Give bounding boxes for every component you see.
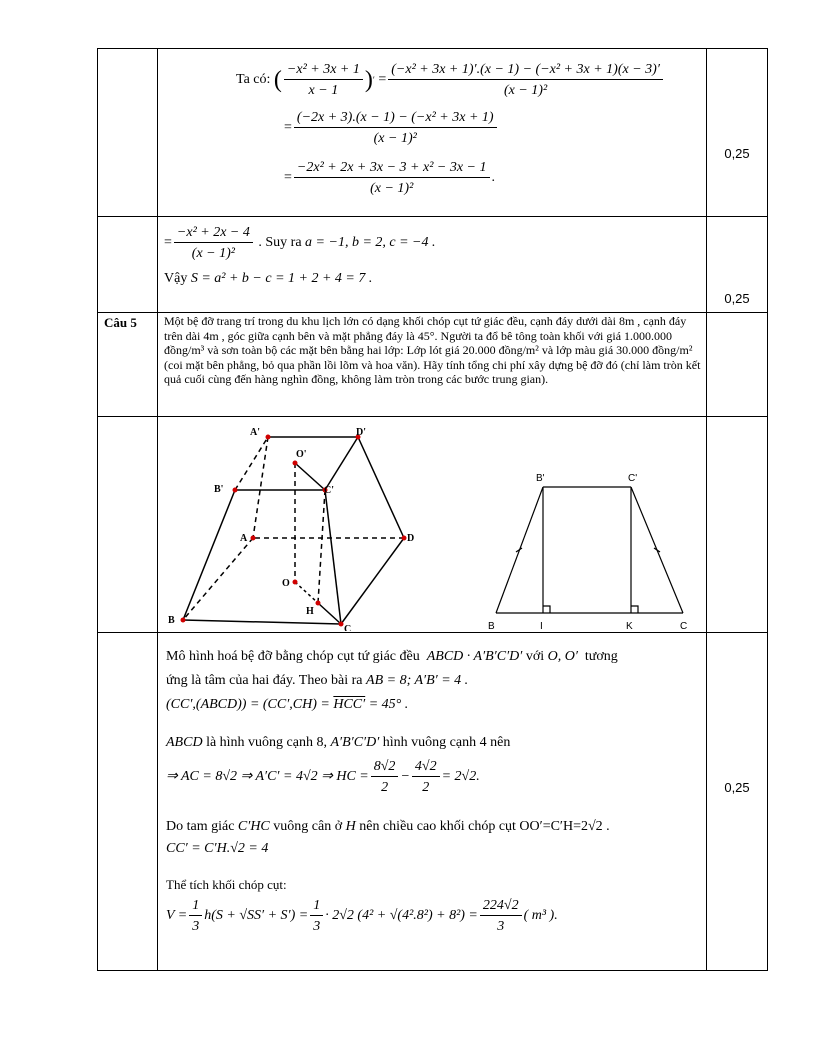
solution-triangle: Do tam giác C′HC vuông cân ở H nên chiều cao khối chóp cụt OO′=C′H=2√2 . <box>166 819 610 834</box>
solution-p1: Mô hình hoá bệ đỡ bằng chóp cụt tứ giác đều ABCD · A′B′C′D′ với O, O′ tương <box>166 649 618 664</box>
solution-table <box>97 48 768 971</box>
solution-ac-line: ⇒ AC = 8√2 ⇒ A′C′ = 4√2 ⇒ HC = $\frac{8√2}{2}$ − $\frac{4√2}{2}$ = 2√2. <box>166 758 480 795</box>
label2d-I: I <box>540 621 543 631</box>
result-line: Vậy S = a² + b − c = 1 + 2 + 4 = 7 . <box>164 271 373 286</box>
frustum-3d <box>183 437 404 624</box>
question-label: Câu 5 <box>98 313 158 417</box>
derivative-line-1: Ta có: ( $\frac{\text{−x² + 3x + 1}}{x - 1}$ ) ′ = $\frac{\text{(−x² + 3x + 1)′.(x − 1) − (−x² + 3x + 1)(x − 3)′}}{\text{(x − 1)²}}$ <box>236 57 706 103</box>
trapezoid-2d <box>496 487 683 613</box>
solution-p2: ứng là tâm của hai đáy. Theo bài ra AB = 8; A′B′ = 4 . <box>166 673 469 688</box>
row4-label-cell <box>98 417 158 633</box>
derivative-line-3: = $\frac{\text{−2x² + 2x + 3x − 3 + x² − 3x − 1}}{\text{(x − 1)²}}$ . <box>284 159 496 196</box>
label-A: A <box>240 533 248 544</box>
row1-score: 0,25 <box>707 49 768 217</box>
solution-angle: (CC′,(ABCD)) = (CC′,CH) = HCC′ = 45° . <box>166 697 409 712</box>
label2d-C-prime: C' <box>628 473 638 484</box>
label2d-B-prime: B' <box>536 473 545 484</box>
frustum-figure <box>158 417 708 631</box>
label-A-prime: A' <box>250 427 260 438</box>
row2-score: 0,25 <box>707 217 768 313</box>
label-O: O <box>282 578 290 589</box>
row3-score-cell <box>707 313 768 417</box>
frustum-labels <box>168 427 414 631</box>
simplified-line: = $\frac{\text{−x² + 2x − 4}}{\text{(x − 1)²}}$ . Suy ra a = −1, b = 2, c = −4 . <box>164 224 436 261</box>
label-D-prime: D' <box>356 427 366 438</box>
label-B-prime: B' <box>214 484 224 495</box>
row1-content <box>158 49 707 217</box>
row4-score-cell <box>707 417 768 633</box>
label-C: C <box>344 624 352 631</box>
label2d-C: C <box>680 621 688 631</box>
label-O-prime: O' <box>296 449 307 460</box>
label-B: B <box>168 615 175 626</box>
derivative-line-2: = $\frac{\text{(−2x + 3).(x − 1) − (−x² + 3x + 1)}}{\text{(x − 1)²}}$ <box>236 103 706 153</box>
solution-cc: CC′ = C′H.√2 = 4 <box>166 841 269 856</box>
label2d-K: K <box>626 621 633 631</box>
question-text: Một bệ đỡ trang trí trong du khu lịch lớn có dạng khối chóp cụt tứ giác đều, cạnh đáy dưới dài 8m , cạnh đáy trên dài 4m , góc giữa cạnh bên và mặt phẳng đáy là 45°. Người ta đổ bê tông toàn khối với giá 1.000.000 đồng/m³ và sơn toàn bộ các mặt bên bằng hai lớp: Lớp lót giá 20.000 đồng/m² và lớp màu giá 30.000 đồng/m² (coi mặt bên phẳng, bỏ qua phần lồi lõm và hoa văn). Hãy tính tổng chi phí xây dựng bệ đỡ đó (chỉ làm tròn kết quả cuối cùng đến hàng nghìn đồng, không làm tròn trong các bước trung gian). <box>158 313 707 417</box>
label-C-prime: C' <box>324 485 334 496</box>
solution-content <box>158 633 707 971</box>
solution-volume-title: Thể tích khối chóp cụt: <box>166 877 287 892</box>
row5-label-cell <box>98 633 158 971</box>
label-D: D <box>407 533 415 544</box>
row2-content <box>158 217 707 313</box>
solution-volume: V = $\frac{1}{3}$ h(S + √SS′ + S′) = $\frac{1}{3}$ · 2√2 (4² + √(4².8²) + 8²) = $\frac{224√2}{3}$ ( m³ ). <box>166 897 558 934</box>
solution-squares: ABCD là hình vuông cạnh 8, A′B′C′D′ hình vuông cạnh 4 nên <box>166 735 511 750</box>
label2d-B: B <box>488 621 495 631</box>
label-H: H <box>306 606 314 617</box>
row1-label-cell <box>98 49 158 217</box>
row2-label-cell <box>98 217 158 313</box>
row5-score: 0,25 <box>707 633 768 971</box>
frustum-points <box>181 435 407 627</box>
figure-cell <box>158 417 707 633</box>
